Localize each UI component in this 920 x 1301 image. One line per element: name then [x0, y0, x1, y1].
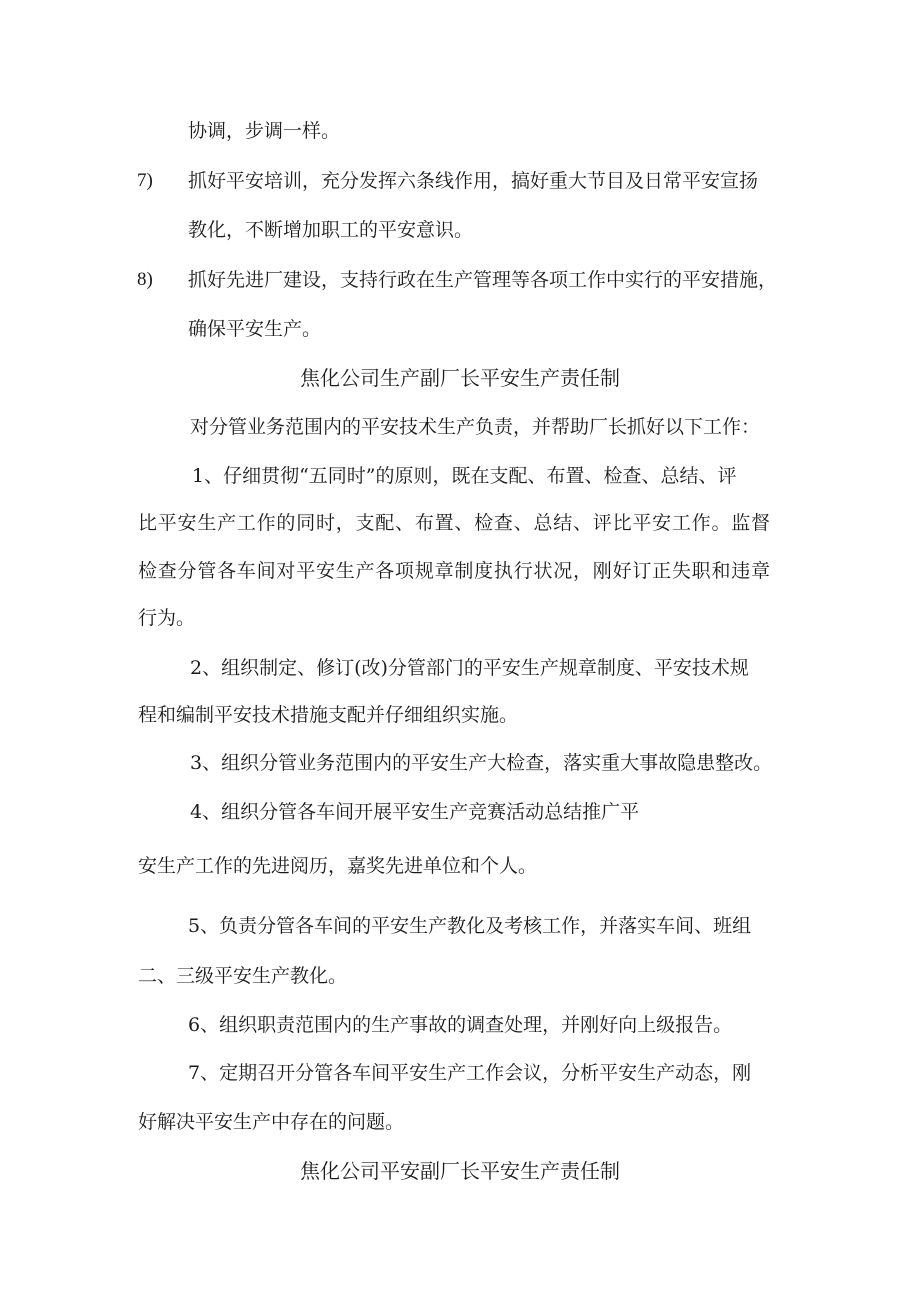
paragraph-1-line-2: 比平安生产工作的同时，支配、布置、检查、总结、评比平安工作。监督 [138, 512, 770, 534]
paragraph-5-line-2: 二、三级平安生产教化。 [138, 965, 348, 987]
section-1-title: 焦化公司生产副厂长平安生产责任制 [300, 366, 620, 390]
paragraph-1-line-4: 行为。 [138, 607, 196, 629]
paragraph-5-line-1: 5、负责分管各车间的平安生产教化及考核工作，并落实车间、班组 [188, 915, 752, 937]
list-item-8-number: 8) [137, 269, 153, 290]
section-2-title: 焦化公司平安副厂长平安生产责任制 [300, 1159, 620, 1183]
paragraph-4-line-1: 4、组织分管各车间开展平安生产竞赛活动总结推广平 [190, 801, 640, 823]
paragraph-2-line-1: 2、组织制定、修订(改)分管部门的平安生产规章制度、平安技术规 [190, 657, 749, 679]
section-1-intro: 对分管业务范围内的平安技术生产负责，并帮助厂长抓好以下工作： [190, 416, 761, 438]
list-item-7-line-2: 教化，不断增加职工的平安意识。 [188, 219, 474, 241]
list-item-8-line-2: 确保平安生产。 [188, 318, 322, 340]
list-item-8-line-1: 抓好先进厂建设，支持行政在生产管理等各项工作中实行的平安措施， [188, 269, 778, 291]
list-item-7-number: 7) [137, 170, 153, 191]
paragraph-1-line-3: 检查分管各车间对平安生产各项规章制度执行状况，刚好订正失职和违章 [138, 560, 770, 582]
paragraph-4-line-2: 安生产工作的先进阅历，嘉奖先进单位和个人。 [138, 855, 538, 877]
paragraph-1-line-1: 1、仔细贯彻“五同时”的原则，既在支配、布置、检查、总结、评 [192, 465, 737, 487]
paragraph-3-line-1: 3、组织分管业务范围内的平安生产大检查，落实重大事故隐患整改。 [190, 752, 773, 774]
paragraph-7-line-1: 7、定期召开分管各车间平安生产工作会议，分析平安生产动态，刚 [188, 1062, 752, 1084]
list-continuation-line: 协调，步调一样。 [188, 120, 341, 142]
paragraph-7-line-2: 好解决平安生产中存在的问题。 [138, 1111, 405, 1133]
paragraph-6-line-1: 6、组织职责范围内的生产事故的调查处理，并刚好向上级报告。 [188, 1014, 733, 1036]
list-item-7-line-1: 抓好平安培训，充分发挥六条线作用，搞好重大节目及日常平安宣扬 [188, 170, 759, 192]
paragraph-2-line-2: 程和编制平安技术措施支配并仔细组织实施。 [138, 704, 519, 726]
